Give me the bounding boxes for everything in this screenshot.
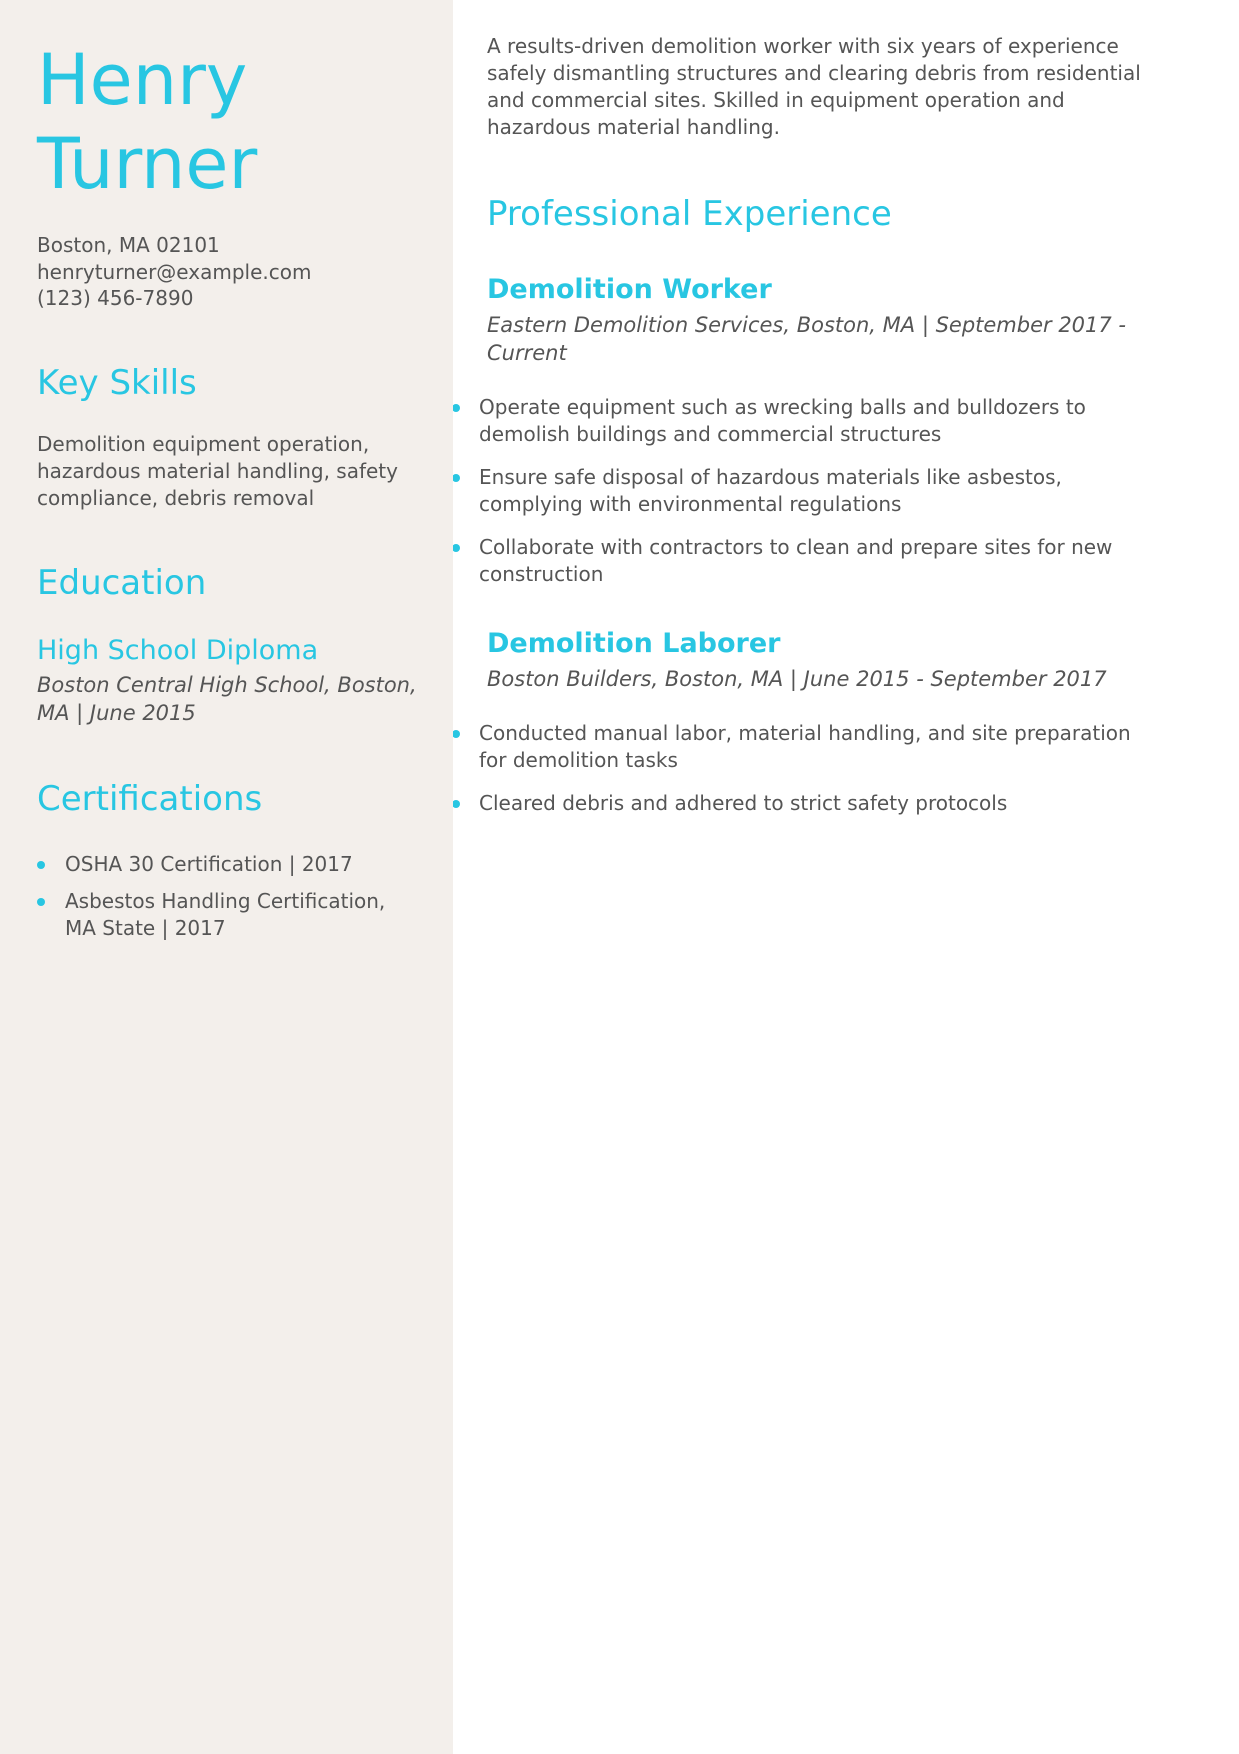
- bullet-icon: [452, 544, 460, 552]
- bullet-icon: [37, 898, 45, 906]
- certification-text: Asbestos Handling Certification, MA State | 2017: [65, 888, 386, 940]
- contact-email: henryturner@example.com: [37, 259, 312, 284]
- certifications-list: [37, 851, 417, 942]
- person-name: Henry Turner: [37, 39, 258, 205]
- main-content: [453, 0, 1239, 817]
- list-item: [452, 534, 1144, 588]
- job-entry: [479, 627, 1144, 817]
- contact-block: [37, 232, 417, 312]
- job-meta: Eastern Demolition Services, Boston, MA | September 2017 - Current: [487, 313, 1127, 366]
- contact-phone: (123) 456-7890: [37, 286, 194, 311]
- job-bullet-text: Cleared debris and adhered to strict safety protocols: [479, 791, 1008, 816]
- list-item: [452, 394, 1144, 448]
- certification-text: OSHA 30 Certification | 2017: [65, 851, 353, 876]
- job-meta: Boston Builders, Boston, MA | June 2015 - September 2017: [487, 667, 1107, 692]
- list-item: [452, 790, 1144, 817]
- bullet-icon: [452, 800, 460, 808]
- key-skills-heading: Key Skills: [37, 362, 197, 403]
- sidebar: [0, 0, 453, 1754]
- certifications-heading: Certifications: [37, 778, 263, 819]
- bullet-icon: [452, 474, 460, 482]
- summary-paragraph: A results-driven demolition worker with six years of experience safely dismantling structures and clearing debris from residential and commercial sites. Skilled in equipment operation and hazardous material handling.: [487, 34, 1141, 139]
- job-entry: [479, 274, 1144, 588]
- list-item: [37, 851, 417, 878]
- experience-heading: Professional Experience: [487, 194, 892, 234]
- job-title: Demolition Worker: [487, 274, 772, 306]
- bullet-icon: [37, 861, 45, 869]
- job-bullet-text: Operate equipment such as wrecking balls and bulldozers to demolish buildings and commercial structures: [479, 394, 1086, 446]
- job-bullet-text: Ensure safe disposal of hazardous materials like asbestos, complying with environmental regulations: [479, 464, 1062, 516]
- bullet-icon: [452, 730, 460, 738]
- list-item: [452, 720, 1144, 774]
- bullet-icon: [452, 404, 460, 412]
- job-bullet-list: [452, 720, 1144, 817]
- education-heading: Education: [37, 562, 207, 603]
- job-bullet-list: [452, 394, 1144, 588]
- job-bullet-text: Collaborate with contractors to clean and prepare sites for new construction: [479, 534, 1113, 586]
- contact-location: Boston, MA 02101: [37, 233, 220, 257]
- job-title: Demolition Laborer: [487, 627, 781, 659]
- key-skills-text: Demolition equipment operation, hazardous material handling, safety compliance, debris removal: [37, 431, 398, 510]
- education-details: Boston Central High School, Boston, MA | June 2015: [37, 673, 417, 726]
- list-item: [452, 464, 1144, 518]
- education-degree: High School Diploma: [37, 634, 319, 666]
- job-bullet-text: Conducted manual labor, material handling, and site preparation for demolition tasks: [479, 721, 1131, 773]
- list-item: [37, 888, 417, 942]
